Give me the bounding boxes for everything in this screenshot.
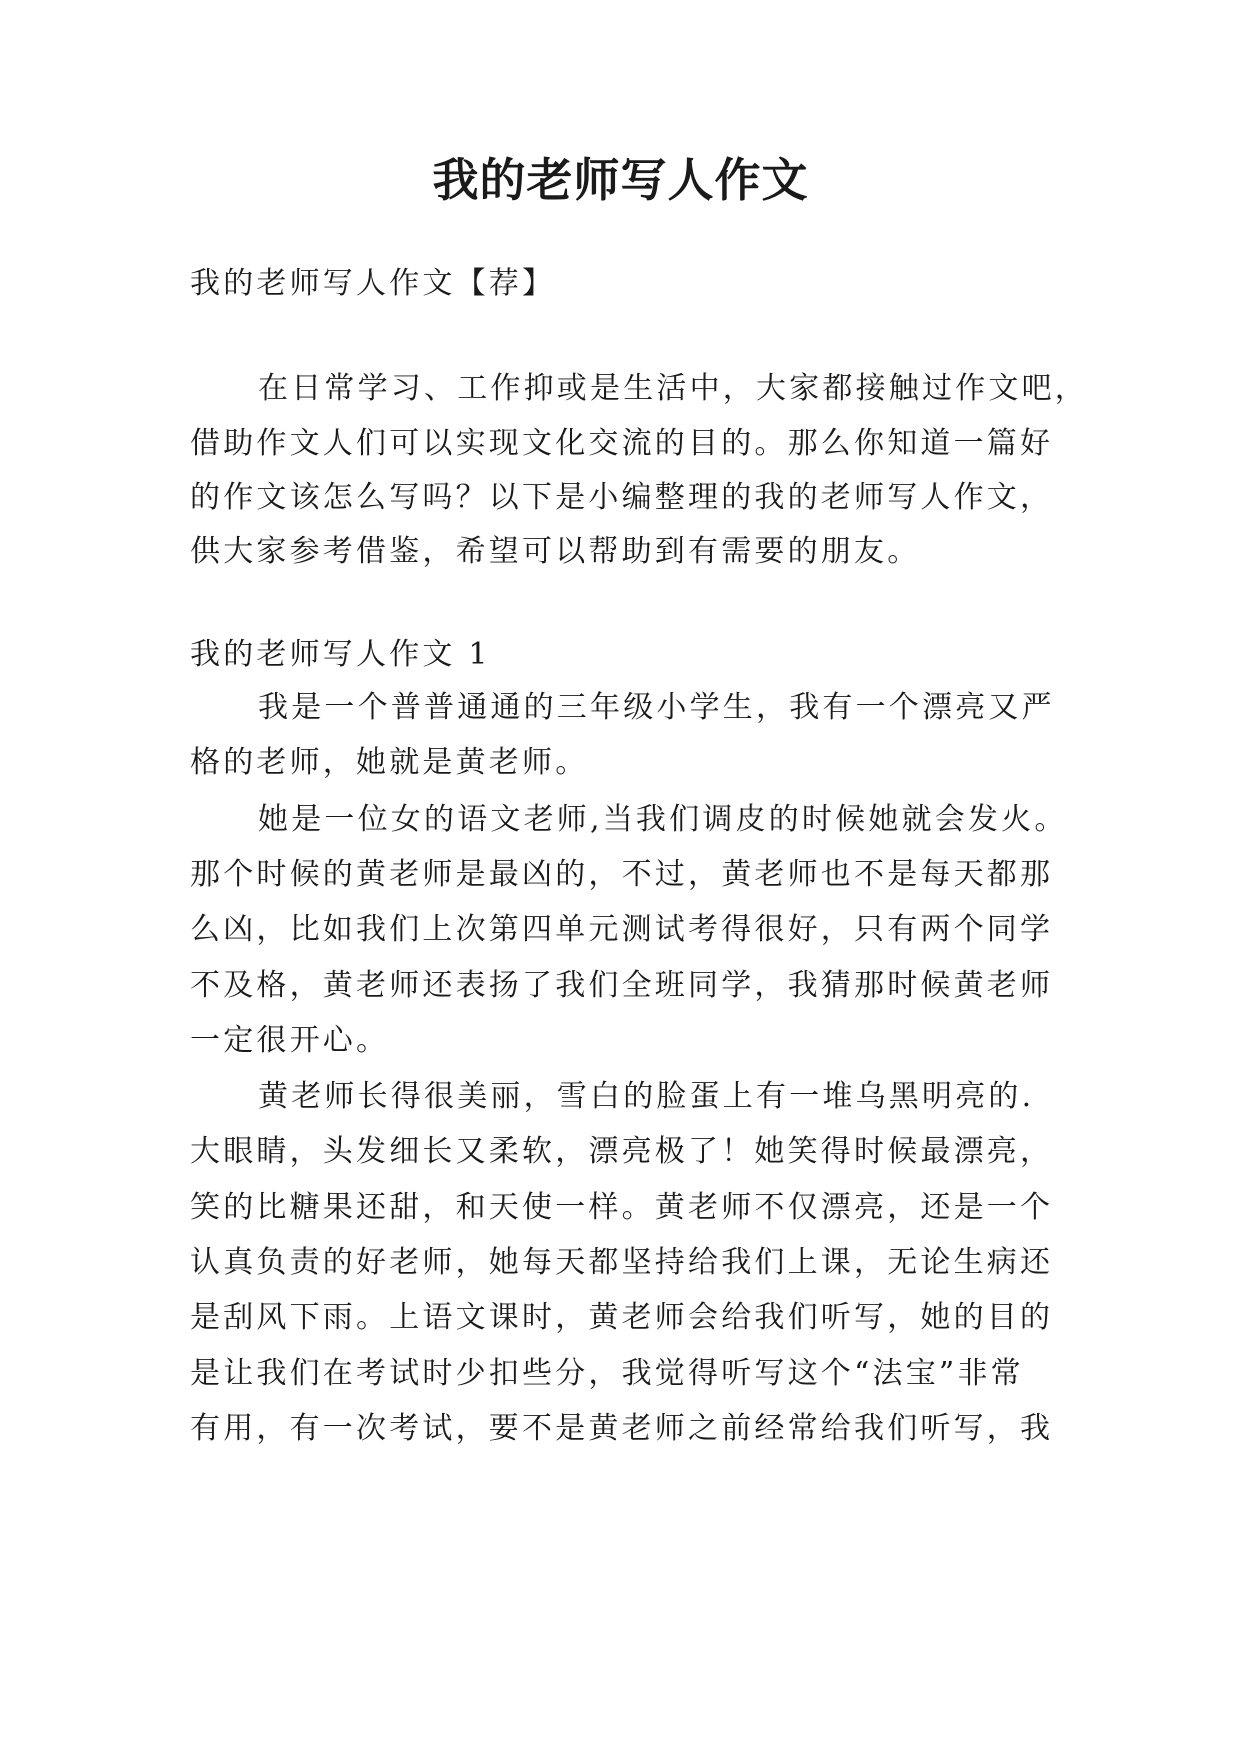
paragraph2-line: 不及格，黄老师还表扬了我们全班同学，我猜那时候黄老师 [190, 968, 1054, 1003]
paragraph2-line: 么凶，比如我们上次第四单元测试考得很好，只有两个同学 [190, 912, 1054, 947]
document-title: 我的老师写人作文 [432, 153, 809, 207]
paragraph3-line: 认真负责的好老师，她每天都坚持给我们上课，无论生病还 [190, 1245, 1054, 1280]
intro-line: 在日常学习、工作抑或是生活中，大家都接触过作文吧， [258, 371, 1088, 406]
paragraph3-line: 有用，有一次考试，要不是黄老师之前经常给我们听写，我 [190, 1411, 1054, 1446]
intro-line: 借助作文人们可以实现文化交流的目的。那么你知道一篇好 [190, 426, 1054, 461]
paragraph2-line: 一定很开心。 [190, 1023, 390, 1058]
intro-line: 的作文该怎么写吗？以下是小编整理的我的老师写人作文， [190, 480, 1054, 515]
paragraph2-line: 那个时候的黄老师是最凶的，不过，黄老师也不是每天都那 [190, 857, 1054, 892]
paragraph3-line: 大眼睛，头发细长又柔软，漂亮极了！她笑得时候最漂亮， [190, 1134, 1054, 1169]
paragraph3-line: 黄老师长得很美丽，雪白的脸蛋上有一堆乌黑明亮的. [258, 1079, 1035, 1114]
paragraph2-line: 她是一位女的语文老师,当我们调皮的时候她就会发火。 [258, 802, 1068, 837]
paragraph1-line: 格的老师，她就是黄老师。 [190, 745, 589, 780]
section-heading: 我的老师写人作文 1 [190, 637, 491, 672]
document-subtitle: 我的老师写人作文【荐】 [190, 266, 556, 301]
intro-line: 供大家参考借鉴，希望可以帮助到有需要的朋友。 [190, 534, 921, 569]
paragraph3-line: 是刮风下雨。上语文课时，黄老师会给我们听写，她的目的 [190, 1300, 1054, 1335]
paragraph1-line: 我是一个普普通通的三年级小学生，我有一个漂亮又严 [258, 690, 1055, 725]
paragraph3-line: 笑的比糖果还甜，和天使一样。黄老师不仅漂亮，还是一个 [190, 1190, 1054, 1225]
paragraph3-line: 是让我们在考试时少扣些分，我觉得听写这个“法宝”非常 [190, 1356, 1024, 1391]
